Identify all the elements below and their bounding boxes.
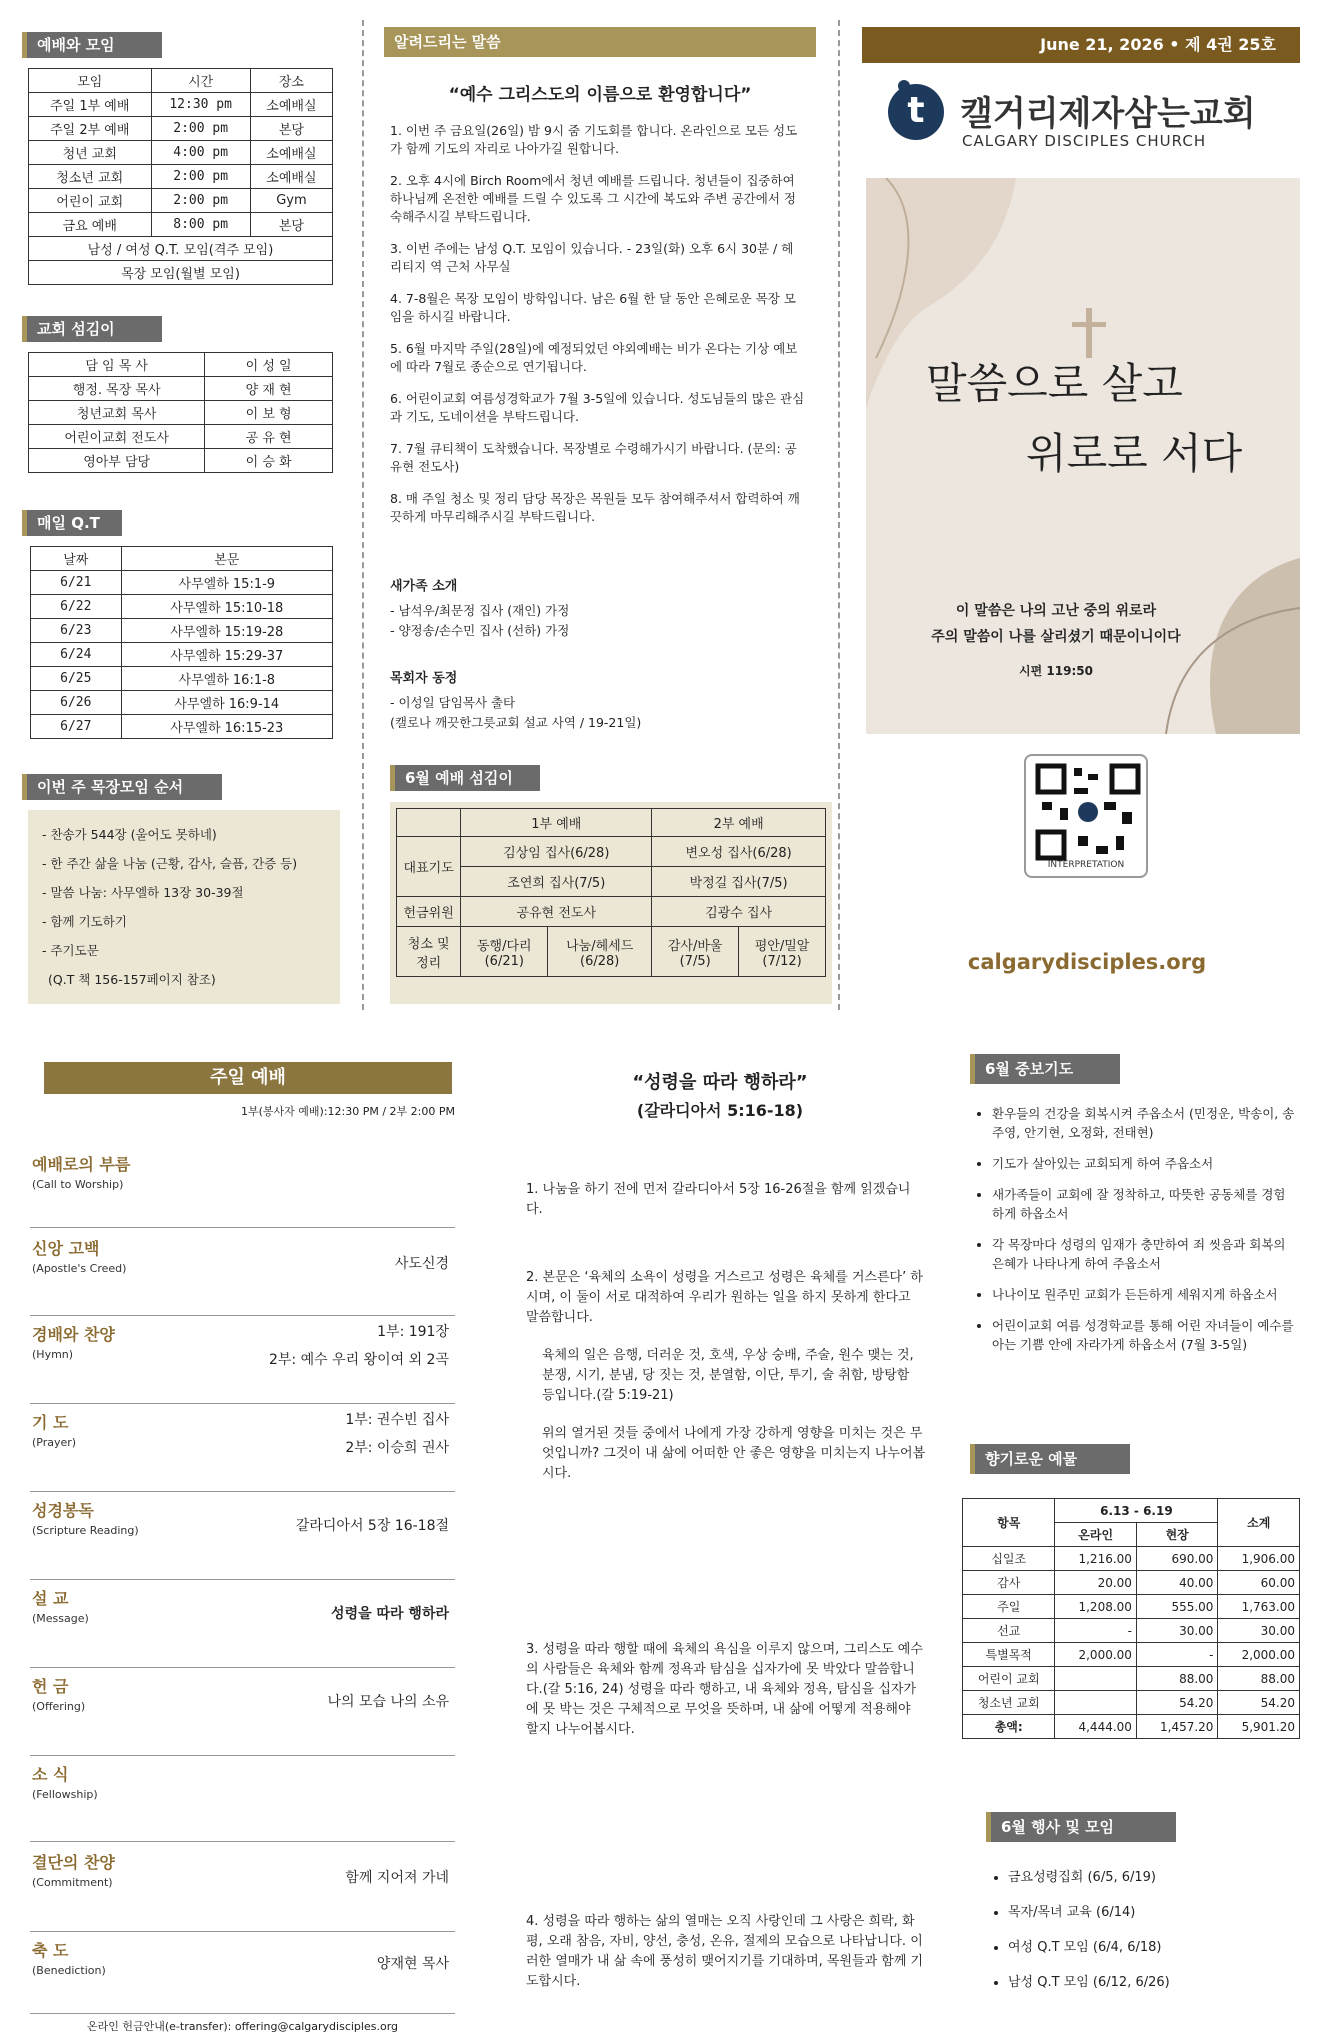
list-item: (캘로나 깨끗한그릇교회 설교 사역 / 19-21일) xyxy=(390,715,642,730)
table-cell: 십일조 xyxy=(963,1547,1055,1571)
table-cell: 8:00 pm xyxy=(151,213,250,237)
text: 4. 성령을 따라 행하는 삶의 열매는 오직 사랑인데 그 사랑은 희락, 화평, 오래 참음, 자비, 양선, 충성, 온유, 절제의 모습으로 나타납니다. 이러한 열매가 내 삶 속에 풍성히 맺어지기를 기대하며, 목원들과 함께 기도합시다. xyxy=(526,1914,924,1989)
table-cell: 1,216.00 xyxy=(1055,1547,1137,1571)
table-cell: 선교 xyxy=(963,1619,1055,1643)
table-cell: 담 임 목 사 xyxy=(29,353,205,377)
text: 경배와 찬양 xyxy=(32,1325,115,1344)
table-cell: 주일 2부 예배 xyxy=(29,117,152,141)
table-row xyxy=(31,715,333,739)
table-cell: 4,444.00 xyxy=(1055,1715,1137,1739)
text: (Scripture Reading) xyxy=(32,1524,139,1537)
table-cell: 88.00 xyxy=(1218,1667,1300,1691)
list-item: - 찬송가 544장 (울어도 못하네) xyxy=(42,827,217,842)
list-item: • 금요성령집회 (6/5, 6/19) xyxy=(1008,1860,1290,1895)
table-row xyxy=(29,93,333,117)
table-cell: 소예배실 xyxy=(250,165,332,189)
staff-table xyxy=(28,352,333,473)
cover-verse xyxy=(866,598,1246,684)
text: (Commitment) xyxy=(32,1876,113,1889)
table-cell: 1,457.20 xyxy=(1136,1715,1218,1739)
table-cell: 주일 1부 예배 xyxy=(29,93,152,117)
list-item: (Q.T 책 156-157페이지 참조) xyxy=(48,972,216,987)
church-name-ko: 캘거리제자삼는교회 xyxy=(960,94,1256,134)
table-cell: 대표기도 xyxy=(397,837,461,897)
table-cell: 현장 xyxy=(1136,1523,1218,1547)
order-scripture xyxy=(30,1494,455,1580)
table-cell: 사무엘하 15:1-9 xyxy=(121,571,332,595)
qr-code[interactable] xyxy=(1024,754,1148,878)
events-header: 6월 행사 및 모임 xyxy=(986,1812,1176,1842)
text: 1. 나눔을 하기 전에 먼저 갈라디아서 5장 16-26절을 함께 읽겠습니다. xyxy=(526,1182,911,1217)
church-name-en: CALGARY DISCIPLES CHURCH xyxy=(962,132,1207,150)
table-row xyxy=(29,449,333,473)
table-cell: 본당 xyxy=(250,213,332,237)
schedule-header: 예배와 모임 xyxy=(22,32,162,58)
table-cell: 1부 예배 xyxy=(461,809,652,837)
table-cell: 사무엘하 16:9-14 xyxy=(121,691,332,715)
sermon-q3 xyxy=(526,1640,926,1740)
table-row xyxy=(31,643,333,667)
table-cell: 청소년 교회 xyxy=(963,1691,1055,1715)
list-item: - 남석우/최문정 집사 (재인) 가정 xyxy=(390,603,570,618)
table-row xyxy=(963,1643,1300,1667)
text: 위의 열거된 것들 중에서 나에게 가장 강하게 영향을 미치는 것은 무엇입니까? 그것이 내 삶에 어떠한 안 좋은 영향을 미치는지 나누어봅시다. xyxy=(542,1426,926,1481)
text: (Prayer) xyxy=(32,1436,77,1449)
table-row xyxy=(963,1715,1300,1739)
list-item: • 각 목장마다 성령의 임재가 충만하여 죄 씻음과 회복의 은혜가 나타나게 하여 주옵소서 xyxy=(992,1235,1296,1273)
text: (Fellowship) xyxy=(32,1788,98,1801)
text: 동행/다리 xyxy=(476,938,532,954)
table-cell: 이 보 형 xyxy=(205,401,333,425)
text: 결단의 찬양 xyxy=(32,1853,115,1872)
text: 감사/바울 xyxy=(667,938,723,954)
text: 2부: 이승희 권사 xyxy=(345,1440,449,1456)
table-cell: 김광수 집사 xyxy=(652,897,826,927)
table-cell: 6/26 xyxy=(31,691,122,715)
text: 나의 모습 나의 소유 xyxy=(327,1694,449,1710)
table-cell: 2:00 pm xyxy=(151,165,250,189)
table-cell: 금요 예배 xyxy=(29,213,152,237)
list-item: 5. 6월 마지막 주일(28일)에 예정되었던 야외예배는 비가 온다는 기상 예보에 따라 7월로 종순으로 연기됩니다. xyxy=(390,341,798,374)
table-cell: 5,901.20 xyxy=(1218,1715,1300,1739)
sermon-q1 xyxy=(526,1180,926,1220)
table-row xyxy=(31,691,333,715)
qt-header: 매일 Q.T표 xyxy=(22,510,122,536)
text: 나눔/헤세드 xyxy=(566,938,634,954)
table-cell xyxy=(461,927,548,977)
table-cell xyxy=(652,927,739,977)
list-item: 1. 이번 주 금요일(26일) 밤 9시 줌 기도회를 합니다. 온라인으로 모든 성도가 함께 기도의 자리로 나아가길 원합니다. xyxy=(390,123,798,156)
text: (Call to Worship) xyxy=(32,1178,124,1191)
text: 시편 119:50 xyxy=(1019,664,1093,678)
text: 함께 지어져 가네 xyxy=(345,1870,449,1886)
table-row xyxy=(963,1595,1300,1619)
table-cell: 본문 xyxy=(121,547,332,571)
table-cell: 40.00 xyxy=(1136,1571,1218,1595)
list-item: - 양정송/손수민 집사 (선하) 가정 xyxy=(390,623,570,638)
table-cell: 청소년 교회 xyxy=(29,165,152,189)
table-cell: 555.00 xyxy=(1136,1595,1218,1619)
table-cell: 박정길 집사(7/5) xyxy=(652,867,826,897)
text: (Message) xyxy=(32,1612,89,1625)
table-cell: 양 재 현 xyxy=(205,377,333,401)
table-cell: 이 승 화 xyxy=(205,449,333,473)
text: (7/5) xyxy=(679,953,711,969)
order-fellowship xyxy=(30,1758,455,1842)
table-row xyxy=(29,425,333,449)
table-cell: 남성 / 여성 Q.T. 모임(격주 모임) xyxy=(29,237,333,261)
table-cell: 어린이 교회 xyxy=(963,1667,1055,1691)
text: 3. 성령을 따라 행할 때에 육체의 욕심을 이루지 않으며, 그리스도 예수의 사람들은 육체와 함께 정욕과 탐심을 십자가에 못 박았다 말씀합니다.(갈 5:16, 24) 성령을 따라 행하고, 내 육체와 정욕, 탐심을 십자가에 못 박는 것은 구체적으로 무엇을 뜻하며, 내 삶에 어떻게 적용해야 할지 나누어봅시다. xyxy=(526,1642,923,1737)
table-row xyxy=(31,667,333,691)
divider xyxy=(838,20,840,1010)
table-cell: 2부 예배 xyxy=(652,809,826,837)
list-item: 3. 이번 주에는 남성 Q.T. 모임이 있습니다. - 23일(화) 오후 6시 30분 / 헤리티지 역 근처 사무실 xyxy=(390,241,794,274)
list-item: - 한 주간 삶을 나눔 (근황, 감사, 슬픔, 간증 등) xyxy=(42,856,298,871)
table-cell: 4:00 pm xyxy=(151,141,250,165)
text: (Benediction) xyxy=(32,1964,106,1977)
table-cell: 6/23 xyxy=(31,619,122,643)
table-cell: 김상임 집사(6/28) xyxy=(461,837,652,867)
text: 1부: 191장 xyxy=(377,1324,449,1340)
table-cell: 변오성 집사(6/28) xyxy=(652,837,826,867)
text: 설 교 xyxy=(32,1589,69,1608)
list-item: • 새가족들이 교회에 잘 정착하고, 따뜻한 공동체를 경험하게 하옵소서 xyxy=(992,1185,1296,1223)
newfamily-section xyxy=(390,578,805,654)
sermon-title: “성령을 따라 행하라” xyxy=(632,1072,808,1093)
table-row xyxy=(29,353,333,377)
church-logo-icon xyxy=(888,84,944,140)
text: 소 식 xyxy=(32,1765,69,1784)
table-cell: 60.00 xyxy=(1218,1571,1300,1595)
prayer-list xyxy=(976,1104,1296,1366)
list-item: - 함께 기도하기 xyxy=(42,914,127,929)
table-cell: 20.00 xyxy=(1055,1571,1137,1595)
june-service-box xyxy=(390,802,832,1004)
svg-text:말씀으로 살고: 말씀으로 살고 xyxy=(926,359,1183,408)
qr-label: INTERPRETATION xyxy=(1047,860,1125,870)
list-item: • 환우들의 건강을 회복시켜 주옵소서 (민정운, 박송이, 송주영, 안기현, 오정화, 전태현) xyxy=(992,1104,1296,1142)
text: 사도신경 xyxy=(394,1256,449,1272)
col-header: 모임 xyxy=(29,69,152,93)
list-item: • 기도가 살아있는 교회되게 하여 주옵소서 xyxy=(992,1154,1296,1173)
table-row xyxy=(29,261,333,285)
announcements-header: 알려드리는 말씀 xyxy=(384,27,816,57)
text: 성경봉독 xyxy=(32,1501,94,1520)
table-cell: 항목 xyxy=(963,1499,1055,1547)
order-call xyxy=(30,1148,455,1228)
table-row xyxy=(31,571,333,595)
list-item: • 어린이교회 여름 성경학교를 통해 어린 자녀들이 예수를 아는 기쁨 안에 자라가게 하옵소서 (7월 3-5일) xyxy=(992,1316,1296,1354)
date-bar: June 21, 2026 • 제 4권 25호 xyxy=(862,27,1300,63)
table-cell: 조연희 집사(7/5) xyxy=(461,867,652,897)
table-cell: 6/22 xyxy=(31,595,122,619)
worship-header: 주일 예배 xyxy=(44,1062,452,1094)
pastor-section xyxy=(390,670,805,746)
offering-table xyxy=(962,1498,1300,1739)
worship-times: 1부(봉사자 예배):12:30 PM / 2부 2:00 PM xyxy=(240,1105,455,1118)
offering-header: 향기로운 예물 xyxy=(970,1444,1130,1474)
table-cell: 특별목적 xyxy=(963,1643,1055,1667)
table-cell: 총액: xyxy=(963,1715,1055,1739)
table-cell xyxy=(1055,1667,1137,1691)
text: 이 말씀은 나의 고난 중의 위로라 xyxy=(955,603,1157,619)
table-cell: 공유현 전도사 xyxy=(461,897,652,927)
table-cell: 54.20 xyxy=(1136,1691,1218,1715)
text: 2부: 예수 우리 왕이여 외 2곡 xyxy=(268,1352,449,1368)
events-list xyxy=(990,1860,1290,2000)
table-cell: 사무엘하 15:10-18 xyxy=(121,595,332,619)
table-cell: 소예배실 xyxy=(250,93,332,117)
cover-image xyxy=(866,178,1300,734)
svg-text:위로로 서다: 위로로 서다 xyxy=(1026,429,1243,478)
table-row xyxy=(963,1691,1300,1715)
table-row xyxy=(963,1667,1300,1691)
table-cell: 2:00 pm xyxy=(151,117,250,141)
text: (Apostle's Creed) xyxy=(32,1262,127,1275)
table-cell: 주일 xyxy=(963,1595,1055,1619)
table-row xyxy=(963,1571,1300,1595)
table-row xyxy=(29,401,333,425)
qr-icon xyxy=(1034,762,1142,862)
newfamily-title: 새가족 소개 xyxy=(390,579,458,594)
order-offering xyxy=(30,1670,455,1756)
table-row xyxy=(31,619,333,643)
col-header: 장소 xyxy=(250,69,332,93)
table-cell: 본당 xyxy=(250,117,332,141)
text: 갈라디아서 5장 16-18절 xyxy=(295,1518,449,1534)
table-cell: 어린이교회 전도사 xyxy=(29,425,205,449)
text: 기 도 xyxy=(32,1413,69,1432)
table-cell xyxy=(739,927,826,977)
table-row xyxy=(29,237,333,261)
table-cell: 6/25 xyxy=(31,667,122,691)
mokjang-header: 이번 주 목장모임 순서 xyxy=(22,774,222,800)
list-item: - 이성일 담임목사 출타 xyxy=(390,695,516,710)
table-cell: 어린이 교회 xyxy=(29,189,152,213)
sermon-q4 xyxy=(526,1912,926,1992)
table-cell: 30.00 xyxy=(1218,1619,1300,1643)
mokjang-list xyxy=(28,810,340,1004)
cross-icon xyxy=(1072,308,1106,358)
pastor-title: 목회자 동정 xyxy=(390,671,458,686)
table-cell: 공 유 현 xyxy=(205,425,333,449)
table-cell: 이 성 일 xyxy=(205,353,333,377)
june-service-table xyxy=(396,808,826,977)
list-item: 8. 매 주일 청소 및 정리 담당 목장은 목원들 모두 참여해주셔서 합력하여 깨끗하게 마무리해주시길 부탁드립니다. xyxy=(390,491,800,524)
table-cell: 소계 xyxy=(1218,1499,1300,1547)
table-cell: 목장 모임(월별 모임) xyxy=(29,261,333,285)
col-header: 시간 xyxy=(151,69,250,93)
list-item: - 말씀 나눔: 사무엘하 13장 30-39절 xyxy=(42,885,244,900)
table-cell xyxy=(548,927,652,977)
table-cell: 감사 xyxy=(963,1571,1055,1595)
order-message xyxy=(30,1582,455,1668)
table-row xyxy=(29,377,333,401)
table-row xyxy=(963,1547,1300,1571)
text: (Hymn) xyxy=(32,1348,74,1361)
table-cell: 1,208.00 xyxy=(1055,1595,1137,1619)
text: (7/12) xyxy=(762,953,802,969)
text: 2. 본문은 ‘육체의 소욕이 성령을 거스르고 성령은 육체를 거스른다’ 하시며, 이 둘이 서로 대적하여 우리가 원하는 일을 하지 못하게 한다고 말씀합니다. xyxy=(526,1270,923,1325)
table-cell: 88.00 xyxy=(1136,1667,1218,1691)
table-cell: 6/21 xyxy=(31,571,122,595)
table-cell: 54.20 xyxy=(1218,1691,1300,1715)
table-cell: 12:30 pm xyxy=(151,93,250,117)
list-item: • 남성 Q.T 모임 (6/12, 6/26) xyxy=(1008,1965,1290,2000)
table-cell: 사무엘하 16:15-23 xyxy=(121,715,332,739)
text: 성령을 따라 행하라 xyxy=(331,1606,449,1622)
table-cell: 1,906.00 xyxy=(1218,1547,1300,1571)
table-cell: - xyxy=(1055,1619,1137,1643)
sermon-q2 xyxy=(526,1268,926,1484)
order-creed xyxy=(30,1232,455,1316)
list-item: 2. 오후 4시에 Birch Room에서 청년 예배를 드립니다. 청년들이 집중하여 하나님께 온전한 예배를 드릴 수 있도록 그 시간에 복도와 주변 공간에서 정숙해주시길 부탁드립니다. xyxy=(390,173,796,224)
logo-dot-icon xyxy=(898,80,910,92)
text: 1부: 권수빈 집사 xyxy=(345,1412,449,1428)
table-cell: 1,763.00 xyxy=(1218,1595,1300,1619)
table-cell: 소예배실 xyxy=(250,141,332,165)
announcements-headline: “예수 그리스도의 이름으로 환영합니다” xyxy=(448,85,752,105)
table-cell: 사무엘하 16:1-8 xyxy=(121,667,332,691)
divider xyxy=(362,20,364,1010)
table-row xyxy=(29,213,333,237)
order-benediction xyxy=(30,1934,455,2014)
list-item: 7. 7월 큐티책이 도착했습니다. 목장별로 수령해가시기 바랍니다. (문의: 공유현 전도사) xyxy=(390,441,797,474)
sermon-ref: (갈라디아서 5:16-18) xyxy=(636,1101,804,1120)
text: (6/21) xyxy=(484,953,524,969)
table-row xyxy=(29,117,333,141)
order-hymn xyxy=(30,1318,455,1404)
table-cell: 헌금위원 xyxy=(397,897,461,927)
list-item: 6. 어린이교회 여름성경학교가 7월 3-5일에 있습니다. 성도님들의 많은 관심과 기도, 도네이션을 부탁드립니다. xyxy=(390,391,805,424)
text: 육체의 일은 음행, 더러운 것, 호색, 우상 숭배, 주술, 원수 맺는 것, 분쟁, 시기, 분냄, 당 짓는 것, 분열함, 이단, 투기, 술 취함, 방탕함 등입니다.(갈 5:19-21) xyxy=(542,1348,914,1403)
table-cell: 영아부 담당 xyxy=(29,449,205,473)
table-row xyxy=(29,141,333,165)
list-item: • 나나이모 원주민 교회가 든든하게 세워지게 하옵소서 xyxy=(992,1285,1296,1304)
table-row xyxy=(31,595,333,619)
text: 축 도 xyxy=(32,1941,69,1960)
table-cell: 청소 및 정리 xyxy=(397,927,461,977)
text: 신앙 고백 xyxy=(32,1239,100,1258)
table-cell xyxy=(1055,1691,1137,1715)
table-cell: 6.13 - 6.19 xyxy=(1055,1499,1218,1523)
june-service-header: 6월 예배 섬김이 xyxy=(390,765,540,791)
list-item: - 주기도문 xyxy=(42,943,99,958)
text: (Offering) xyxy=(32,1700,86,1713)
list-item: • 목자/목녀 교육 (6/14) xyxy=(1008,1895,1290,1930)
text: 헌 금 xyxy=(32,1677,69,1696)
table-cell: 2,000.00 xyxy=(1218,1643,1300,1667)
text: 주의 말씀이 나를 살리셨기 때문이니이다 xyxy=(931,629,1181,645)
prayer-header: 6월 중보기도 xyxy=(970,1054,1120,1084)
table-cell: 청년 교회 xyxy=(29,141,152,165)
staff-header: 교회 섬김이 xyxy=(22,316,162,342)
table-cell: 날짜 xyxy=(31,547,122,571)
table-cell: Gym xyxy=(250,189,332,213)
table-cell: 온라인 xyxy=(1055,1523,1137,1547)
table-cell: 청년교회 목사 xyxy=(29,401,205,425)
list-item: 4. 7-8월은 목장 모임이 방학입니다. 남은 6월 한 달 동안 은혜로운 목장 모임을 하시길 바랍니다. xyxy=(390,291,796,324)
table-cell xyxy=(397,809,461,837)
text: t xyxy=(907,90,925,131)
table-row xyxy=(29,165,333,189)
table-cell: - xyxy=(1136,1643,1218,1667)
order-commitment xyxy=(30,1846,455,1932)
text: (6/28) xyxy=(580,953,620,969)
order-prayer xyxy=(30,1406,455,1492)
table-cell: 행정. 목장 목사 xyxy=(29,377,205,401)
table-cell: 사무엘하 15:29-37 xyxy=(121,643,332,667)
text: 양재현 목사 xyxy=(376,1956,449,1972)
table-cell: 6/27 xyxy=(31,715,122,739)
table-cell: 사무엘하 15:19-28 xyxy=(121,619,332,643)
qt-table xyxy=(30,546,333,739)
table-cell: 2,000.00 xyxy=(1055,1643,1137,1667)
worship-footer: 온라인 헌금안내(e-transfer): offering@calgarydisciples.org xyxy=(87,2020,398,2033)
table-cell: 2:00 pm xyxy=(151,189,250,213)
list-item: • 여성 Q.T 모임 (6/4, 6/18) xyxy=(1008,1930,1290,1965)
schedule-table xyxy=(28,68,333,285)
table-cell: 690.00 xyxy=(1136,1547,1218,1571)
table-cell: 6/24 xyxy=(31,643,122,667)
announcements-list xyxy=(390,122,805,540)
table-row xyxy=(963,1619,1300,1643)
table-cell: 30.00 xyxy=(1136,1619,1218,1643)
table-row xyxy=(29,189,333,213)
text: 평안/밀알 xyxy=(754,938,810,954)
website-link[interactable]: calgarydisciples.org xyxy=(967,950,1207,974)
text: 예배로의 부름 xyxy=(32,1155,131,1174)
